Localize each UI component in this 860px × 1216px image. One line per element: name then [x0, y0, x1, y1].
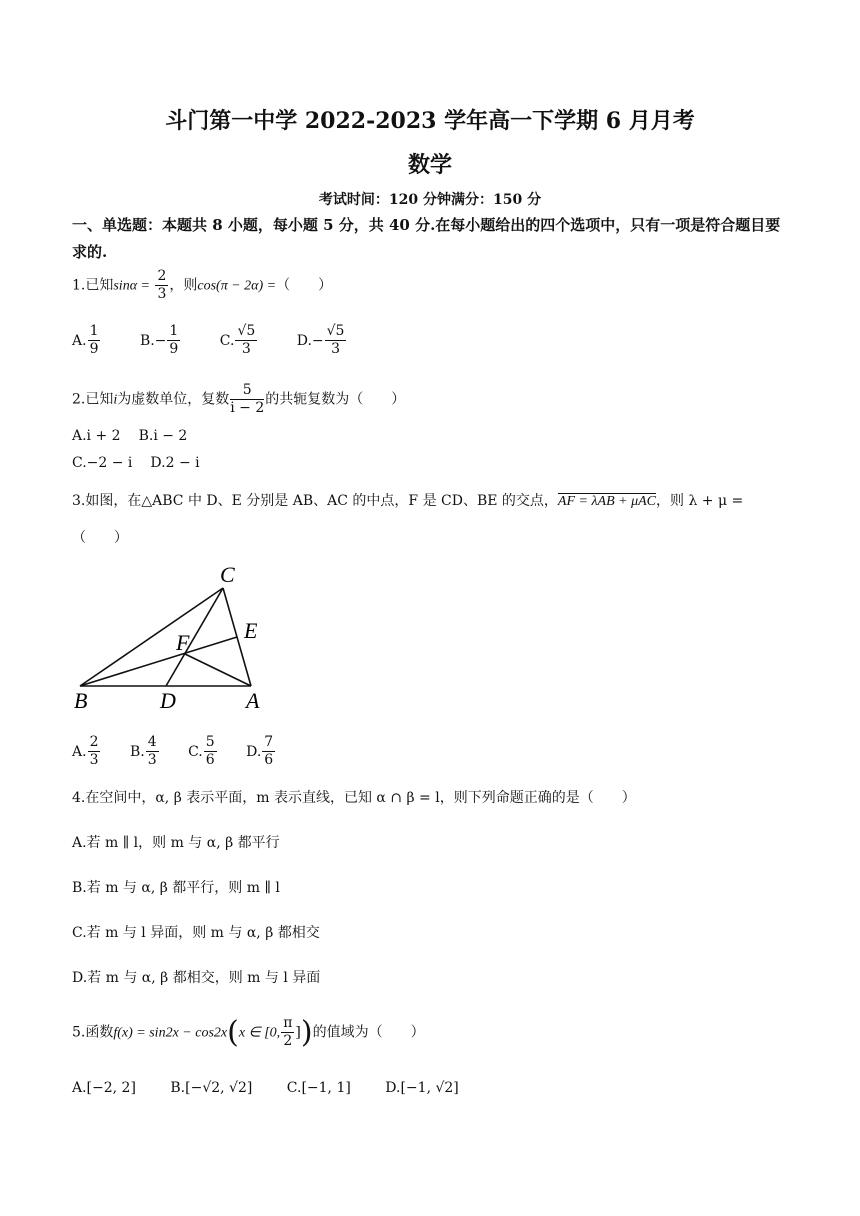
option-b[interactable]: B.[−√2, √2] — [170, 1080, 253, 1096]
question-2-options-row1 — [72, 428, 187, 444]
option-d[interactable]: D.2 − i — [150, 455, 200, 471]
option-d[interactable]: D.[−1, √2] — [385, 1080, 459, 1096]
option-b[interactable]: B.− $\frac{1}{9}$ — [139, 323, 179, 357]
exam-title: 斗门第一中学 2022-2023 学年高一下学期 6 月月考 — [165, 108, 695, 134]
vertex-label-a: A — [246, 688, 260, 713]
question-1-stem: 1.已知sinα = $\frac{2}{3}$ ，则cos(π − 2α) =（ ） — [72, 268, 333, 302]
option-c[interactable]: C.[−1, 1] — [286, 1080, 351, 1096]
exam-time-info: 考试时间：120 分钟满分：150 分 — [318, 192, 542, 208]
option-a[interactable]: A. $\frac{1}{9}$ — [72, 323, 99, 357]
option-a[interactable]: A.[−2, 2] — [72, 1080, 136, 1096]
fraction: $\frac{\pi}{2}$ — [283, 1015, 293, 1049]
subject-title: 数学 — [407, 152, 452, 178]
option-c[interactable]: C.−2 − i — [72, 455, 133, 471]
option-c[interactable]: C. $\frac{√5}{3}$ — [219, 323, 256, 357]
question-2-stem: 2.已知i为虚数单位，复数 $\frac{5}{i - 2}$ 的共轭复数为（ ） — [72, 382, 406, 416]
question-4-stem: 4.在空间中，α, β 表示平面，m 表示直线，已知 α ∩ β = l，则下列命题正确的是（ ） — [72, 790, 636, 806]
vertex-label-f: F — [176, 630, 190, 655]
option-d[interactable]: D. $\frac{7}{6}$ — [246, 734, 274, 768]
option-a[interactable]: A. $\frac{2}{3}$ — [72, 734, 99, 768]
question-3-options — [72, 734, 310, 769]
option-c[interactable]: C.若 m 与 l 异面，则 m 与 α, β 都相交 — [72, 925, 320, 941]
option-a[interactable]: A.i + 2 — [72, 428, 121, 444]
vector-equation: AF = λAB + μAC — [557, 494, 657, 509]
fraction: $\frac{2}{3}$ — [157, 268, 167, 302]
option-b[interactable]: B. $\frac{4}{3}$ — [129, 734, 157, 768]
question-1-options — [72, 323, 381, 358]
vertex-label-c: C — [220, 562, 235, 587]
option-a[interactable]: A.若 m ∥ l，则 m 与 α, β 都平行 — [72, 835, 280, 851]
option-b[interactable]: B.若 m 与 α, β 都平行，则 m ∥ l — [72, 880, 280, 896]
fraction: $\frac{5}{i - 2}$ — [230, 382, 265, 416]
vertex-label-b: B — [74, 688, 88, 713]
triangle-figure — [70, 560, 280, 715]
question-3-stem: 3.如图，在△ABC 中 D、E 分别是 AB、AC 的中点，F 是 CD、BE 的交点，AF = λAB + μAC，则 λ + μ = — [72, 493, 744, 509]
vertex-label-d: D — [160, 688, 176, 713]
question-3-blank: （ ） — [72, 530, 128, 546]
option-c[interactable]: C. $\frac{5}{6}$ — [188, 734, 215, 768]
option-b[interactable]: B.i − 2 — [138, 428, 188, 444]
option-d[interactable]: D.若 m 与 α, β 都相交，则 m 与 l 异面 — [72, 970, 321, 986]
section-heading: 一、单选题：本题共 8 小题，每小题 5 分，共 40 分.在每小题给出的四个选项中，只有一项是符合题目要求的. — [72, 216, 781, 261]
question-5-stem: 5.函数f(x) = sin2x − cos2x(x ∈ [0, $\frac{\pi}{2}$ ])的值域为（ ） — [72, 1015, 425, 1050]
question-5-options — [72, 1080, 493, 1096]
vertex-label-e: E — [244, 618, 258, 643]
option-d[interactable]: D.− $\frac{√5}{3}$ — [296, 323, 345, 357]
question-2-options-row2 — [72, 455, 200, 471]
